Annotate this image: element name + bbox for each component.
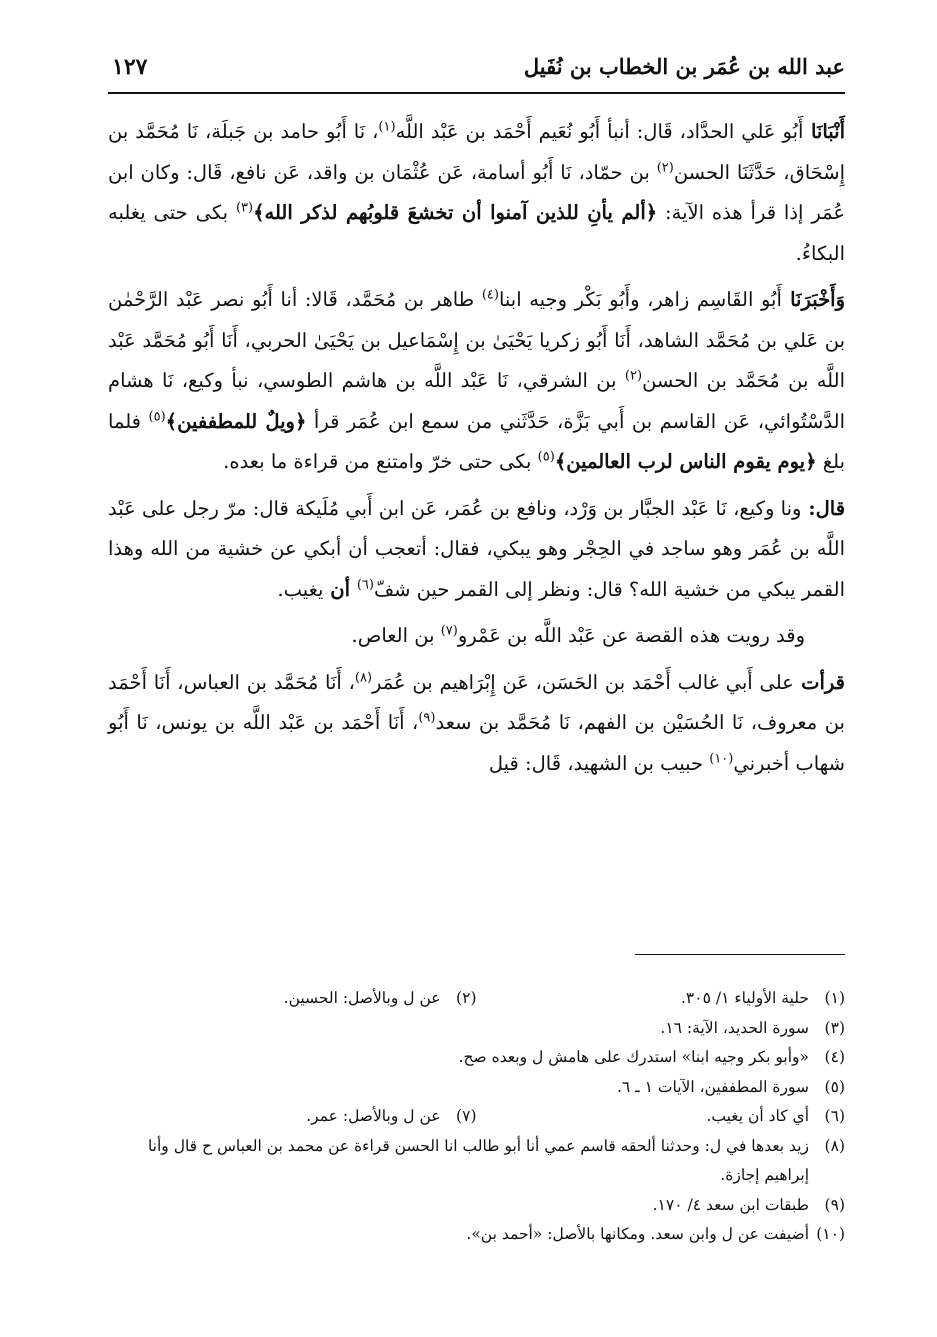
footnote-6 bbox=[477, 1102, 846, 1132]
paragraph-text-run: بكى حتى خرّ وامتنع من قراءة ما بعده. bbox=[223, 450, 538, 473]
running-head: عبد الله بن عُمَر بن الخطاب بن نُفَيل bbox=[523, 54, 845, 79]
footnote-ref: (٣) bbox=[235, 200, 254, 216]
footnote-7 bbox=[108, 1102, 477, 1132]
paragraph-lead-word: وَأَخْبَرَنَا bbox=[781, 288, 845, 311]
footnote-text: طبقات ابن سعد ٤/ ١٧٠. bbox=[652, 1195, 809, 1214]
footnote-number: (٣) bbox=[824, 1018, 845, 1037]
footnote-ref: (٢) bbox=[656, 160, 674, 175]
footnote-3 bbox=[108, 1014, 845, 1044]
page-header bbox=[108, 48, 845, 94]
footnote-row bbox=[108, 984, 845, 1014]
paragraph-text-run: فلما بلغ bbox=[108, 409, 845, 473]
quran-verse: ﴿ويلٌ للمطففين﴾ bbox=[165, 409, 307, 433]
footnote-1 bbox=[477, 984, 846, 1014]
paragraph-text-run: بن حمّاد، نَا أَبُو أسامة، عَن عُثْمَان بن واقد، عَن نافع، قَال: وكان ابن عُمَر إذا قرأ هذه الآية: bbox=[108, 160, 846, 224]
footnote-number: (٩) bbox=[824, 1195, 845, 1214]
footnote-ref: (٢) bbox=[624, 368, 643, 384]
footnote-text: سورة الحديد، الآية: ١٦. bbox=[660, 1018, 809, 1037]
page-number: ١٢٧ bbox=[112, 54, 148, 80]
footnotes bbox=[108, 984, 845, 1250]
footnote-number: (٨) bbox=[824, 1136, 845, 1155]
footnote-ref: (٦) bbox=[356, 577, 374, 592]
paragraph-text-run: طاهر بن مُحَمَّد، قَالا: أنا أَبُو نصر عَبْد الرَّحْمٰن بن عَلي بن مُحَمَّد الشاهد، أَنَا أَبُو زكريا يَحْيَىٰ بن إِسْمَاعيل بن يَحْيَىٰ الحربي، أَنَا أَبُو مُحَمَّد عَبْد اللَّه بن مُحَمَّد بن الحسن bbox=[108, 288, 845, 392]
footnote-ref: (١٠) bbox=[709, 751, 734, 766]
footnote-ref: (٧) bbox=[440, 623, 458, 639]
paragraph-lead-word: قال: bbox=[801, 496, 846, 520]
footnote-ref: (٤) bbox=[481, 287, 499, 303]
footnote-text: أي كاد أن يغيب. bbox=[706, 1107, 809, 1125]
quran-verse: ﴿يوم يقوم الناس لرب العالمين﴾ bbox=[554, 450, 817, 473]
paragraph-text-run: ، أَنَا مُحَمَّد بن العباس، أَنَا أَحْمَد بن معروف، نَا الحُسَيْن بن الفهم، نَا مُحَمَّد بن سعد bbox=[108, 670, 845, 734]
footnote-number: (١) bbox=[824, 989, 845, 1007]
paragraph-text-run: أَبُو القَاسِم زاهر، وأَبُو بَكْر وجيه ابنا bbox=[498, 288, 782, 311]
footnote-number: (٧) bbox=[456, 1107, 477, 1125]
paragraph-lead-word: أَنْبَانَا bbox=[803, 120, 845, 143]
footnote-4 bbox=[108, 1043, 845, 1073]
paragraph-text-run: بن العاص. bbox=[351, 624, 441, 647]
paragraph-text-run: ، نَا أَبُو حامد بن جَبلَة، نَا مُحَمَّد بن إِسْحَاق، حَدَّثَنَا الحسن bbox=[108, 120, 845, 184]
footnote-5 bbox=[108, 1073, 845, 1103]
footnote-number: (٦) bbox=[824, 1107, 845, 1125]
quran-verse: ﴿ألم يأنِ للذين آمنوا أن تخشعَ قلوبُهم لذكر الله﴾ bbox=[253, 201, 658, 224]
footnote-text: زيد بعدها في ل: وحدثنا ألحقه قاسم عمي أنا أبو طالب انا الحسن قراءة عن محمد بن العباس ح قال وأنا إبراهيم إجازة. bbox=[147, 1136, 809, 1184]
footnote-text: حلية الأولياء ١/ ٣٠٥. bbox=[680, 989, 809, 1007]
footnote-ref: (٩) bbox=[418, 710, 436, 726]
footnote-text: «وأبو بكر وجيه ابنا» استدرك على هامش ل وبعده صح. bbox=[458, 1048, 809, 1066]
footnote-9 bbox=[108, 1191, 845, 1221]
paragraph-text-run: أَبُو عَلي الحدَّاد، قَال: أنبأ أَبُو نُعَيم أَحْمَد بن عَبْد اللَّه bbox=[395, 120, 804, 143]
footnote-number: (٢) bbox=[456, 989, 477, 1007]
footnote-2 bbox=[108, 984, 477, 1014]
body-paragraph bbox=[108, 489, 845, 611]
footnote-ref: (٥) bbox=[148, 409, 166, 424]
footnote-number: (١٠) bbox=[816, 1225, 845, 1243]
footnote-text: سورة المطففين، الآيات ١ ـ ٦. bbox=[616, 1077, 809, 1096]
footnote-text: عن ل وبالأصل: عمر. bbox=[306, 1107, 441, 1125]
footnote-text: عن ل وبالأصل: الحسين. bbox=[283, 989, 441, 1007]
footnote-row bbox=[108, 1102, 845, 1132]
paragraph-text-run: حبيب بن الشهيد، قَال: قيل bbox=[488, 751, 710, 775]
footnote-text: أضيفت عن ل وابن سعد. ومكانها بالأصل: «أحمد بن». bbox=[466, 1225, 809, 1243]
footnote-ref: (٨) bbox=[354, 670, 373, 685]
body-paragraph bbox=[108, 112, 845, 274]
paragraph-text-run: بن الشرقي، نَا عَبْد اللَّه بن هاشم الطوسي، نبأ وكيع، نَا هشام الدَّسْتُوائي، عَن القاسم بن أَبي بَزَّة، حَدَّثَني من سمع ابن عُمَر قرأ bbox=[108, 369, 845, 433]
paragraph-text-run: وقد رويت هذه القصة عن عَبْد اللَّه بن عَمْرو bbox=[457, 624, 805, 647]
paragraph-lead-word: قرأت bbox=[793, 670, 845, 694]
footnote-8 bbox=[108, 1132, 845, 1191]
footnote-number: (٥) bbox=[824, 1077, 845, 1096]
paragraph-text-run: ونا وكيع، نَا عَبْد الجبَّار بن وَرْد، ونافع بن عُمَر، عَن ابن أَبي مُلَيكة قال: مرّ رجل على عَبْد اللَّه بن عُمَر وهو ساجد في الحِجْر وهو يبكي، فقال: أتعجب أن أبكي عن خشية من الله وهذا القمر يبكي من خشية الله؟ قال: ونظر إلى القمر حين شفّ bbox=[108, 496, 845, 601]
body-paragraph bbox=[108, 280, 845, 483]
body-paragraph bbox=[108, 616, 845, 657]
footnote-number: (٤) bbox=[824, 1048, 845, 1066]
footnote-ref: (١) bbox=[378, 119, 396, 135]
main-text bbox=[108, 112, 845, 790]
footnote-ref: (٥) bbox=[537, 449, 555, 465]
paragraph-text-run: بكى حتى يغلبه البكاءُ. bbox=[108, 201, 845, 265]
paragraph-lead-word: أن bbox=[323, 577, 357, 601]
footnote-10 bbox=[108, 1220, 845, 1250]
footnote-divider bbox=[635, 954, 845, 955]
paragraph-text-run: ، أَنَا أَحْمَد بن عَبْد اللَّه بن يونس، نَا أَبُو شهاب أخبرني bbox=[108, 711, 845, 775]
body-paragraph bbox=[108, 663, 845, 785]
paragraph-text-run: على أَبي غالب أَحْمَد بن الحَسَن، عَن إِبْرَاهيم بن عُمَر bbox=[372, 670, 794, 694]
paragraph-text-run: يغيب. bbox=[277, 577, 324, 601]
